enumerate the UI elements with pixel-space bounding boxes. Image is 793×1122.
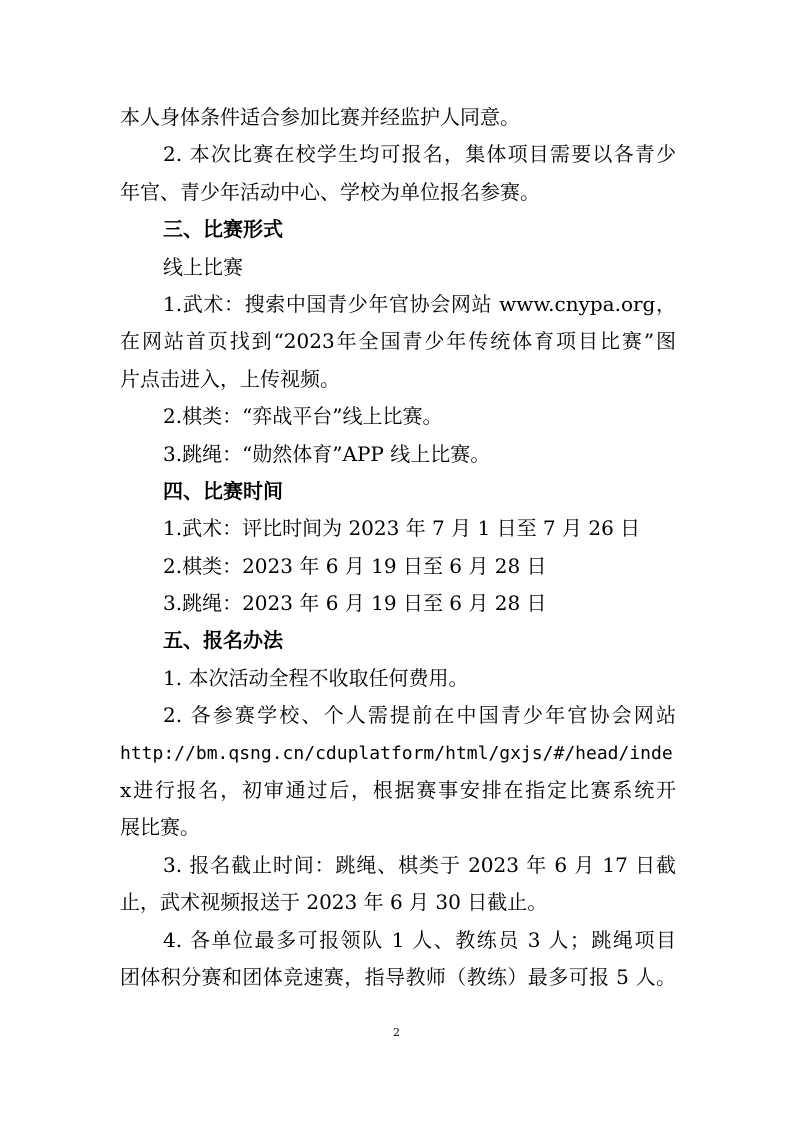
text-line: 本人身体条件适合参加比赛并经监护人同意。 [120, 105, 520, 129]
text-line: 年官、青少年活动中心、学校为单位报名参赛。 [120, 179, 540, 204]
text-line: 线上比赛 [163, 254, 243, 279]
text-line: 片点击进入，上传视频。 [120, 366, 340, 391]
text-line: 1.武术：评比时间为 2023 年 7 月 1 日至 7 月 26 日 [163, 516, 641, 541]
text-line: 2.棋类：“弈战平台”线上比赛。 [163, 404, 443, 429]
text-line: 在网站首页找到“2023年全国青少年传统体育项目比赛”图 [120, 329, 676, 354]
page-number: 2 [393, 1026, 400, 1039]
text-line: 团体积分赛和团体竞速赛，指导教师（教练）最多可报 5 人。 [120, 964, 676, 989]
text-line: 2. 本次比赛在校学生均可报名，集体项目需要以各青少 [163, 142, 676, 167]
section-heading: 五、报名办法 [163, 628, 283, 653]
text-line: 3. 报名截止时间：跳绳、棋类于 2023 年 6 月 17 日截 [163, 852, 676, 877]
text-line: 1. 本次活动全程不收取任何费用。 [163, 665, 469, 690]
text-line: x进行报名，初审通过后，根据赛事安排在指定比赛系统开 [120, 778, 676, 803]
registration-url-line: http://bm.qsng.cn/cduplatform/html/gxjs/#/head/inde [120, 742, 673, 764]
text-line: 2.棋类：2023 年 6 月 19 日至 6 月 28 日 [163, 553, 547, 578]
text-line: 止，武术视频报送于 2023 年 6 月 30 日截止。 [120, 890, 548, 915]
text-line: 3.跳绳：2023 年 6 月 19 日至 6 月 28 日 [163, 591, 547, 616]
text-line: 2. 各参赛学校、个人需提前在中国青少年官协会网站 [163, 703, 676, 728]
text-line: 1.武术：搜索中国青少年官协会网站 www.cnypa.org， [163, 291, 676, 316]
section-heading: 四、比赛时间 [163, 478, 283, 503]
text-line: 3.跳绳：“勋然体育”APP 线上比赛。 [163, 441, 491, 466]
text-line: 展比赛。 [120, 815, 200, 840]
document-body [120, 99, 676, 996]
section-heading: 三、比赛形式 [163, 217, 283, 242]
text-line: 4. 各单位最多可报领队 1 人、教练员 3 人；跳绳项目 [163, 927, 676, 952]
